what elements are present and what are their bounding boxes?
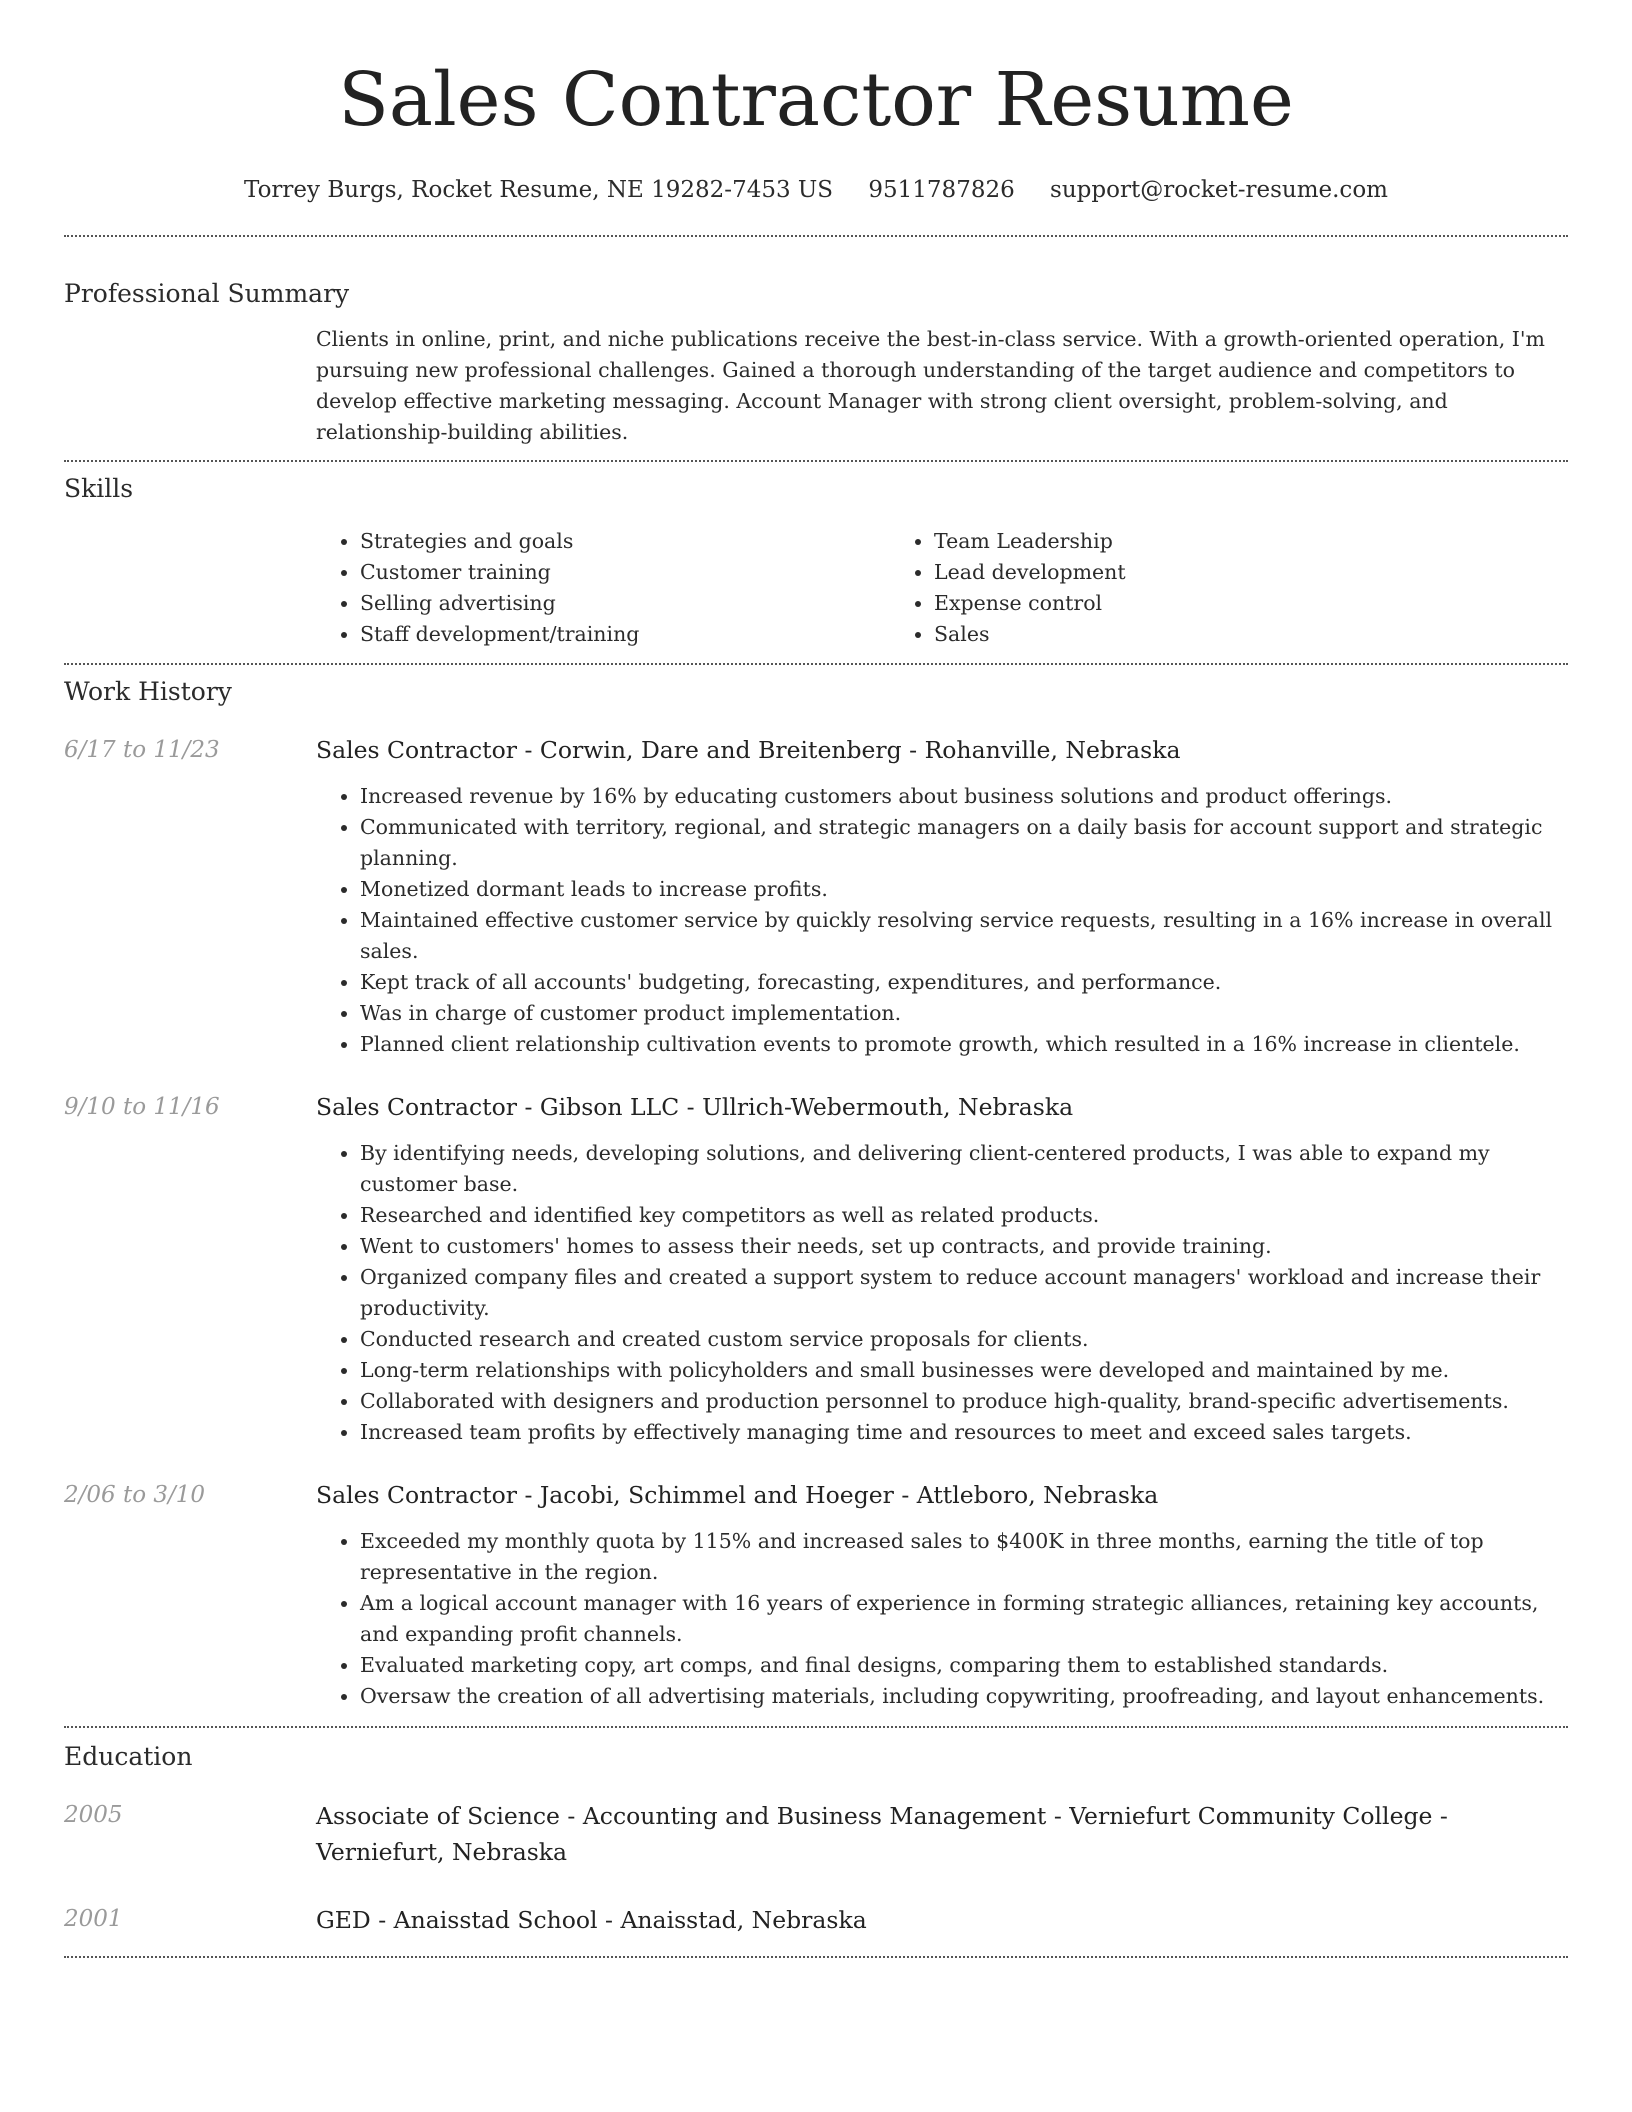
job-bullet: • Collaborated with designers and production personnel to produce high-quality, brand-specific advertisements. [360, 1386, 1568, 1417]
job-bullet: • Am a logical account manager with 16 years of experience in forming strategic alliances, retaining key accounts, and expanding profit channels. [360, 1588, 1568, 1650]
job-bullet: • Evaluated marketing copy, art comps, and final designs, comparing them to established standards. [360, 1650, 1568, 1681]
job-dates: 2/06 to 3/10 [64, 1482, 206, 1508]
skill-item: • Selling advertising [360, 588, 890, 619]
job-bullet: • Increased team profits by effectively managing time and resources to meet and exceed sales targets. [360, 1417, 1568, 1448]
job-bullets [316, 1526, 1568, 1712]
job-body [316, 1090, 1568, 1448]
job-bullet: • Organized company files and created a support system to reduce account managers' workload and increase their productivity. [360, 1262, 1568, 1324]
job-bullet: • Long-term relationships with policyholders and small businesses were developed and maintained by me. [360, 1355, 1568, 1386]
education-entry [64, 1798, 1568, 1870]
job-bullet: • Planned client relationship cultivation events to promote growth, which resulted in a 16% increase in clientele. [360, 1029, 1568, 1060]
contact-phone: 9511787826 [868, 177, 1015, 203]
job-bullet: • By identifying needs, developing solutions, and delivering client-centered products, I was able to expand my customer base. [360, 1138, 1568, 1200]
divider-top [64, 235, 1568, 237]
skill-item: • Team Leadership [934, 526, 1464, 557]
skill-item: • Expense control [934, 588, 1464, 619]
summary-heading: Professional Summary [64, 279, 350, 308]
job-bullet: • Maintained effective customer service by quickly resolving service requests, resulting in a 16% increase in overall sales. [360, 905, 1568, 967]
summary-section [64, 277, 1568, 448]
job-title: Sales Contractor - Corwin, Dare and Breitenberg - Rohanville, Nebraska [316, 736, 1181, 764]
education-body [316, 1902, 1568, 1938]
skills-list-left [316, 526, 890, 650]
job-title: Sales Contractor - Jacobi, Schimmel and Hoeger - Attleboro, Nebraska [316, 1481, 1159, 1509]
job-entry [64, 1090, 1568, 1448]
skill-item: • Lead development [934, 557, 1464, 588]
education-section [64, 1740, 1568, 1938]
education-title: GED - Anaisstad School - Anaisstad, Nebraska [316, 1906, 867, 1934]
job-dates: 9/10 to 11/16 [64, 1094, 220, 1120]
job-bullet: • Was in charge of customer product implementation. [360, 998, 1568, 1029]
education-year: 2005 [64, 1802, 123, 1828]
job-body [316, 733, 1568, 1060]
job-bullets [316, 781, 1568, 1060]
job-bullet: • Communicated with territory, regional, and strategic managers on a daily basis for account support and strategic planning. [360, 812, 1568, 874]
job-title: Sales Contractor - Gibson LLC - Ullrich-Webermouth, Nebraska [316, 1093, 1074, 1121]
job-bullets [316, 1138, 1568, 1448]
divider-work [64, 1726, 1568, 1728]
job-bullet: • Went to customers' homes to assess their needs, set up contracts, and provide training. [360, 1231, 1568, 1262]
job-bullet: • Oversaw the creation of all advertising materials, including copywriting, proofreading, and layout enhancements. [360, 1681, 1568, 1712]
job-bullet: • Monetized dormant leads to increase profits. [360, 874, 1568, 905]
job-bullet: • Researched and identified key competitors as well as related products. [360, 1200, 1568, 1231]
skills-heading: Skills [64, 474, 134, 503]
skills-grid [316, 526, 1568, 650]
work-heading: Work History [64, 677, 232, 706]
job-entry [64, 1478, 1568, 1712]
education-body [316, 1798, 1568, 1870]
work-section [64, 675, 1568, 1712]
job-entry [64, 733, 1568, 1060]
education-title: Associate of Science - Accounting and Business Management - Verniefurt Community College - Verniefurt, Nebraska [316, 1802, 1448, 1866]
divider-bottom [64, 1956, 1568, 1958]
education-entry [64, 1902, 1568, 1938]
education-heading: Education [64, 1742, 193, 1771]
skills-list-right [890, 526, 1464, 650]
education-year: 2001 [64, 1906, 123, 1932]
skills-section [64, 472, 1568, 650]
skill-item: • Staff development/training [360, 619, 890, 650]
job-bullet: • Increased revenue by 16% by educating customers about business solutions and product offerings. [360, 781, 1568, 812]
skill-item: • Sales [934, 619, 1464, 650]
skill-item: • Strategies and goals [360, 526, 890, 557]
skill-item: • Customer training [360, 557, 890, 588]
resume-title: Sales Contractor Resume [338, 57, 1294, 143]
job-dates: 6/17 to 11/23 [64, 737, 220, 763]
divider-summary [64, 460, 1568, 462]
job-body [316, 1478, 1568, 1712]
job-bullet: • Conducted research and created custom service proposals for clients. [360, 1324, 1568, 1355]
summary-text: Clients in online, print, and niche publications receive the best-in-class service. With a growth-oriented operation, I'm pursuing new professional challenges. Gained a thorough understanding of the target audience and competitors to develop effective marketing messaging. Account Manager with strong client oversight, problem-solving, and relationship-building abilities. [316, 327, 1545, 444]
contact-address: Torrey Burgs, Rocket Resume, NE 19282-7453 US [244, 177, 834, 203]
job-bullet: • Exceeded my monthly quota by 115% and increased sales to $400K in three months, earning the title of top representative in the region. [360, 1526, 1568, 1588]
contact-email: support@rocket-resume.com [1050, 177, 1388, 203]
divider-skills [64, 663, 1568, 665]
job-bullet: • Kept track of all accounts' budgeting, forecasting, expenditures, and performance. [360, 967, 1568, 998]
contact-line [64, 170, 1568, 210]
